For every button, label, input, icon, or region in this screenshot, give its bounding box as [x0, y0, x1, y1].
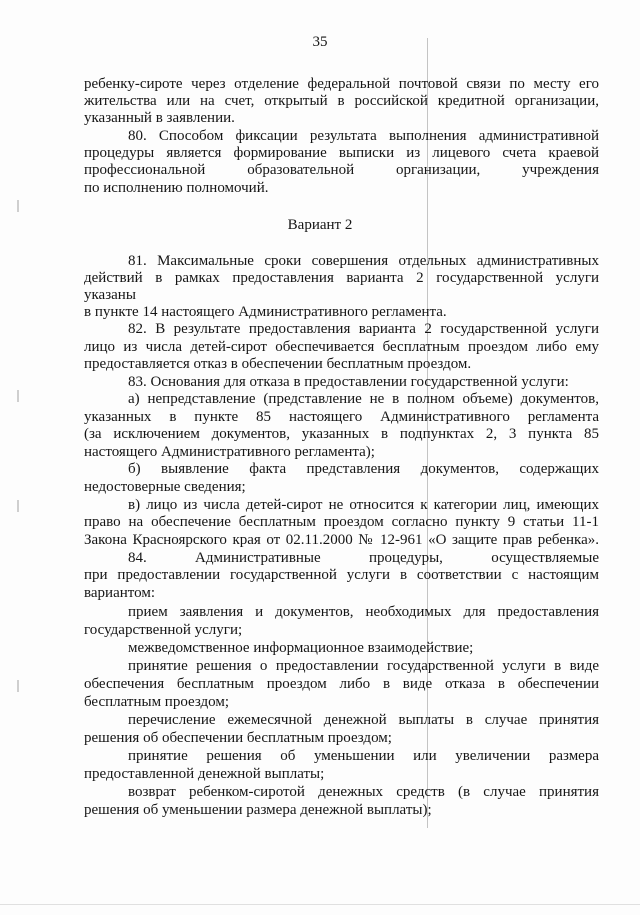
paragraph-84-start: 84. Административные процедуры, осуществляемые [128, 550, 599, 566]
body-line: вариантом: [84, 585, 155, 601]
paragraph-81-start: 81. Максимальные сроки совершения отдельных административных [128, 253, 599, 269]
body-line: право на обеспечение бесплатным проездом согласно пункту 9 статьи 11-1 [84, 514, 599, 530]
paragraph-82-start: 82. В результате предоставления варианта 2 государственной услуги [128, 321, 599, 337]
body-line: указанный в заявлении. [84, 110, 235, 126]
section-heading: Вариант 2 [287, 217, 353, 233]
body-line: настоящего Административного регламента); [84, 444, 375, 460]
procedure-item: принятие решения об уменьшении или увеличении размера [128, 748, 599, 764]
body-line: по исполнению полномочий. [84, 180, 269, 196]
binding-mark [17, 200, 19, 212]
page-number: 35 [312, 34, 328, 50]
list-item-a: а) непредставление (представление не в полном объеме) документов, [128, 391, 599, 407]
paragraph-83-start: 83. Основания для отказа в предоставлении государственной услуги: [128, 374, 569, 390]
procedure-item: прием заявления и документов, необходимых для предоставления [128, 604, 599, 620]
procedure-item: возврат ребенком-сиротой денежных средств (в случае принятия [128, 784, 599, 800]
body-line: указаны [84, 287, 136, 303]
procedure-item: принятие решения о предоставлении государственной услуги в виде [128, 658, 599, 674]
body-line: при предоставлении государственной услуги в соответствии с настоящим [84, 567, 599, 583]
scan-edge [0, 904, 640, 905]
body-line: обеспечения бесплатным проездом либо в виде отказа в обеспечении [84, 676, 599, 692]
procedure-item: межведомственное информационное взаимодействие; [128, 640, 474, 656]
binding-mark [17, 500, 19, 512]
body-line: Закона Красноярского края от 02.11.2000 № 12-961 «О защите прав ребенка». [84, 532, 599, 548]
body-line: решения об обеспечении бесплатным проездом; [84, 730, 392, 746]
body-line: профессиональной образовательной организации, учреждения [84, 162, 599, 178]
body-line: жительства или на счет, открытый в российской кредитной организации, [84, 93, 599, 109]
body-line: (за исключением документов, указанных в подпунктах 2, 3 пункта 85 [84, 426, 599, 442]
body-line: процедуры является формирование выписки из лицевого счета краевой [84, 145, 599, 161]
body-line: в пункте 14 настоящего Административного регламента. [84, 304, 447, 320]
list-item-v: в) лицо из числа детей-сирот не относится к категории лиц, имеющих [128, 497, 599, 513]
body-line: действий в рамках предоставления варианта 2 государственной услуги [84, 270, 599, 286]
binding-mark [17, 680, 19, 692]
paragraph-80-start: 80. Способом фиксации результата выполнения административной [128, 128, 599, 144]
binding-mark [17, 390, 19, 402]
body-line: ребенку-сироте через отделение федеральной почтовой связи по месту его [84, 76, 599, 92]
list-item-b: б) выявление факта представления документов, содержащих [128, 461, 599, 477]
procedure-item: перечисление ежемесячной денежной выплаты в случае принятия [128, 712, 599, 728]
body-line: бесплатным проездом; [84, 694, 230, 710]
body-line: решения об уменьшении размера денежной выплаты); [84, 802, 432, 818]
body-line: указанных в пункте 85 настоящего Административного регламента [84, 409, 599, 425]
body-line: предоставленной денежной выплаты; [84, 766, 325, 782]
body-line: государственной услуги; [84, 622, 243, 638]
body-line: предоставляется отказ в обеспечении бесплатным проездом. [84, 356, 472, 372]
body-line: лицо из числа детей-сирот обеспечивается бесплатным проездом либо ему [84, 339, 599, 355]
body-line: недостоверные сведения; [84, 479, 246, 495]
binding-marks [17, 200, 21, 700]
